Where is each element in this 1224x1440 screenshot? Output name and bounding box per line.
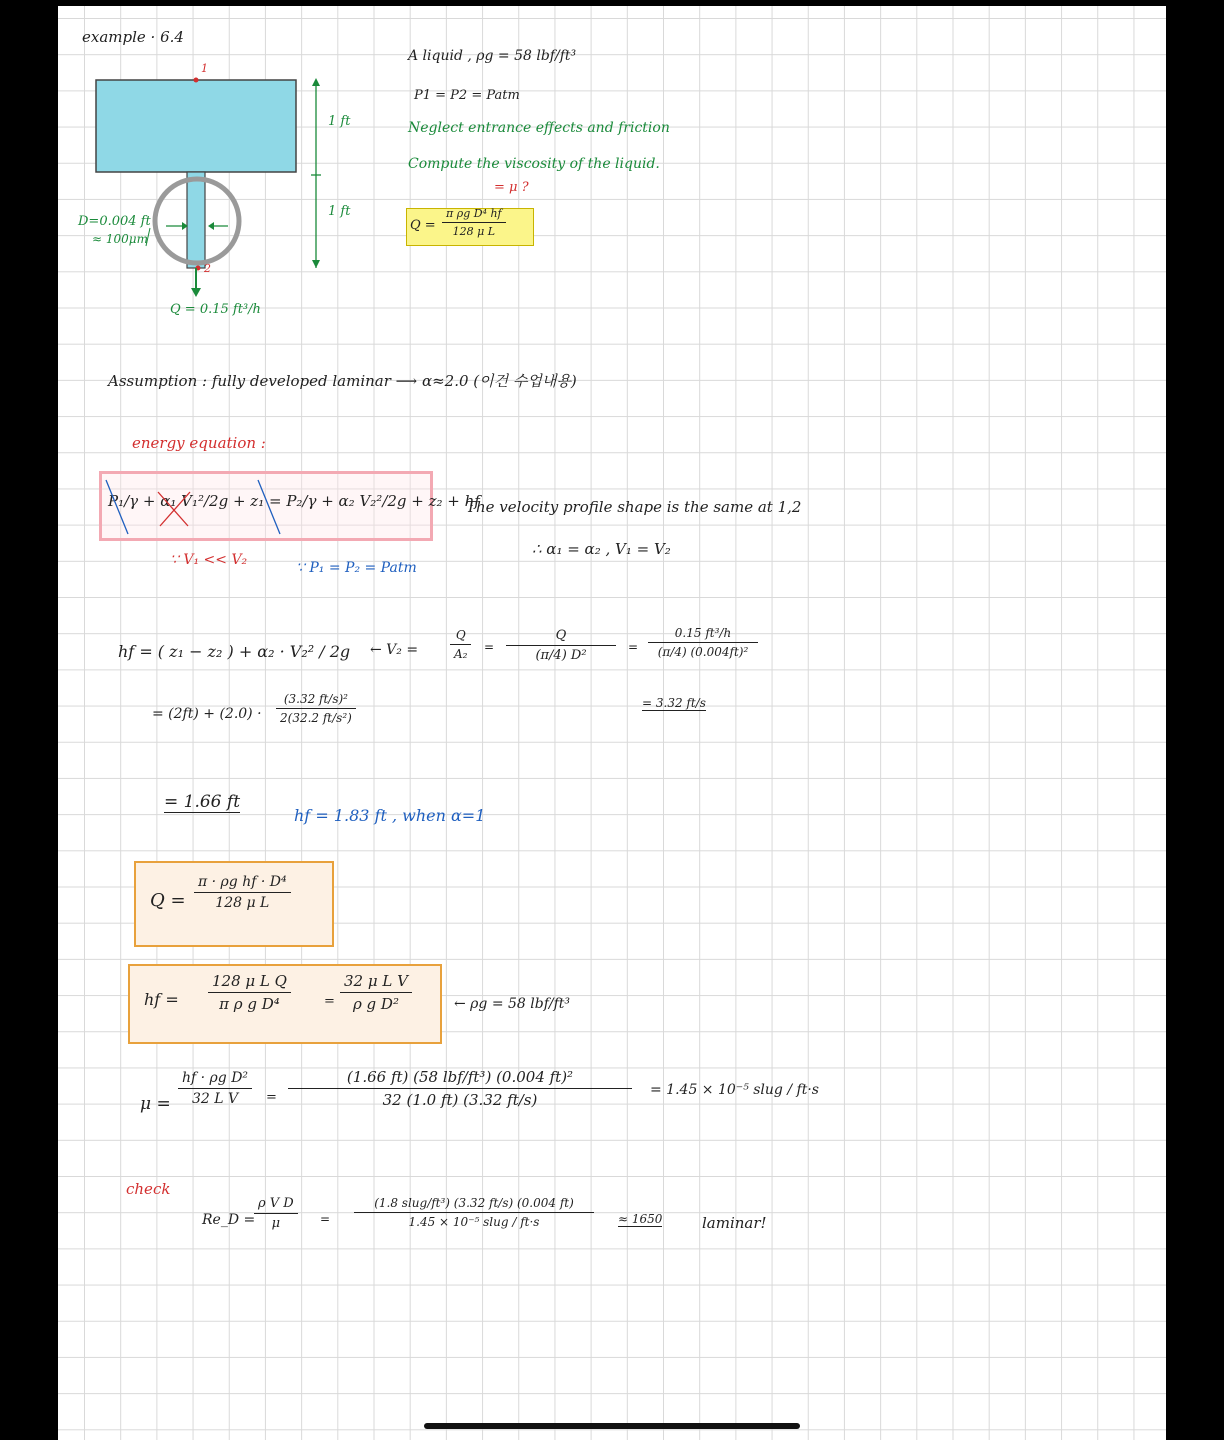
example-label: example · 6.4 — [82, 28, 184, 46]
velocity-result: = 3.32 ft/s — [642, 696, 706, 710]
viscosity-eq: = — [266, 1090, 277, 1105]
head-loss-line-1: hf = ( z₁ − z₂ ) + α₂ · V₂² / 2g — [118, 642, 351, 661]
head-formula-den-2: ρ g D² — [340, 992, 412, 1013]
given-line-5: = μ ? — [494, 180, 529, 195]
head-formula-lhs: hf = — [144, 990, 179, 1009]
velocity-fraction-1-den: A₂ — [450, 644, 471, 661]
velocity-fraction-2-den: (π/4) D² — [506, 645, 616, 663]
head-loss-line-2-den: 2(32.2 ft/s²) — [276, 708, 356, 725]
cancel-marks — [98, 474, 438, 544]
given-line-1: A liquid , ρg = 58 lbf/ft³ — [408, 48, 577, 64]
reynolds-fraction-1 — [254, 1196, 298, 1231]
velocity-fraction-1-num: Q — [455, 628, 466, 642]
viscosity-num-1: hf · ρg D² — [182, 1070, 249, 1086]
reynolds-num-1: ρ V D — [258, 1196, 294, 1211]
velocity-lhs: ← V₂ = — [370, 642, 419, 658]
height-dimension — [298, 76, 338, 276]
point-2-label: 2 — [204, 262, 211, 275]
flow-label: Q = 0.15 ft³/h — [170, 302, 261, 317]
given-line-2: P1 = P2 = Patm — [414, 88, 520, 103]
viscosity-fraction-2 — [288, 1068, 632, 1109]
head-loss-line-2-num: (3.32 ft/s)² — [283, 692, 348, 706]
energy-equation: P₁/γ + α₁ V₁²/2g + z₁ = P₂/γ + α₂ V₂²/2g + z₂ + hf — [108, 492, 480, 510]
given-formula-numerator: π ρg D⁴ hf — [446, 207, 502, 220]
home-indicator[interactable] — [424, 1423, 800, 1429]
velocity-eq-sign-1: = — [484, 640, 495, 654]
energy-title: energy equation : — [132, 434, 266, 452]
note-page — [58, 6, 1166, 1440]
assumption-line: Assumption : fully developed laminar ⟶ α≈2.0 (이건 수업내용) — [108, 372, 577, 390]
viscosity-den-1: 32 L V — [178, 1088, 252, 1107]
reynolds-lhs: Re_D = — [202, 1212, 256, 1228]
reynolds-den-2: 1.45 × 10⁻⁵ slug / ft·s — [354, 1212, 594, 1229]
viscosity-fraction-1 — [178, 1070, 252, 1107]
velocity-fraction-2-num: Q — [555, 628, 567, 643]
head-formula-eq: = — [324, 994, 335, 1009]
reynolds-num-2: (1.8 slug/ft³) (3.32 ft/s) (0.004 ft) — [374, 1196, 574, 1210]
head-loss-alt: hf = 1.83 ft , when α=1 — [294, 806, 486, 825]
energy-note-1: ∵ V₁ << V₂ — [170, 552, 248, 568]
reynolds-verdict: laminar! — [702, 1214, 767, 1232]
given-formula-denominator: 128 μ L — [442, 222, 506, 238]
given-line-3: Neglect entrance effects and friction — [408, 120, 670, 136]
viscosity-lhs: μ = — [140, 1094, 171, 1114]
given-formula-fraction — [442, 207, 506, 238]
flow-formula-fraction — [194, 874, 291, 911]
flow-formula-den: 128 μ L — [194, 892, 291, 911]
given-formula-lhs: Q = — [410, 218, 436, 233]
viscosity-den-2: 32 (1.0 ft) (3.32 ft/s) — [288, 1088, 632, 1109]
velocity-fraction-3-den: (π/4) (0.004ft)² — [648, 642, 758, 659]
height-top-label: 1 ft — [328, 114, 351, 129]
head-loss-line-2-lhs: = (2ft) + (2.0) · — [152, 706, 262, 722]
given-line-4: Compute the viscosity of the liquid. — [408, 156, 660, 172]
viscosity-result: = 1.45 × 10⁻⁵ slug / ft·s — [650, 1082, 819, 1098]
velocity-fraction-1 — [450, 628, 471, 661]
flow-formula-lhs: Q = — [150, 890, 186, 911]
flow-formula-num: π · ρg hf · D⁴ — [198, 874, 287, 890]
head-formula-den-1: π ρ g D⁴ — [208, 992, 291, 1013]
viscosity-num-2: (1.66 ft) (58 lbf/ft³) (0.004 ft)² — [346, 1068, 574, 1086]
velocity-fraction-2 — [506, 628, 616, 663]
reynolds-eq: = — [320, 1212, 331, 1226]
velocity-profile-conclusion: ∴ α₁ = α₂ , V₁ = V₂ — [532, 540, 671, 558]
reynolds-result: ≈ 1650 — [618, 1212, 663, 1226]
velocity-fraction-3-num: 0.15 ft³/h — [674, 626, 732, 640]
energy-note-2: ∵ P₁ = P₂ = Patm — [296, 560, 417, 576]
head-formula-num-2: 32 μ L V — [344, 972, 408, 990]
head-formula-fraction-2 — [340, 972, 412, 1013]
velocity-eq-sign-2: = — [628, 640, 639, 654]
head-loss-result: = 1.66 ft — [164, 792, 241, 812]
height-pipe-label: 1 ft — [328, 204, 351, 219]
head-formula-num-1: 128 μ L Q — [212, 972, 287, 990]
point-1-label: 1 — [201, 62, 208, 75]
head-formula-fraction-1 — [208, 972, 291, 1013]
head-loss-line-2-fraction — [276, 692, 356, 725]
reynolds-den-1: μ — [254, 1213, 298, 1231]
reynolds-fraction-2 — [354, 1196, 594, 1229]
density-note: ← ρg = 58 lbf/ft³ — [454, 996, 571, 1012]
diameter-approx-label: ≈ 100μm — [92, 232, 148, 246]
check-label: check — [126, 1180, 171, 1198]
diameter-label: D=0.004 ft — [78, 214, 151, 229]
velocity-fraction-3 — [648, 626, 758, 659]
velocity-profile-note: The velocity profile shape is the same at 1,2 — [466, 498, 802, 516]
